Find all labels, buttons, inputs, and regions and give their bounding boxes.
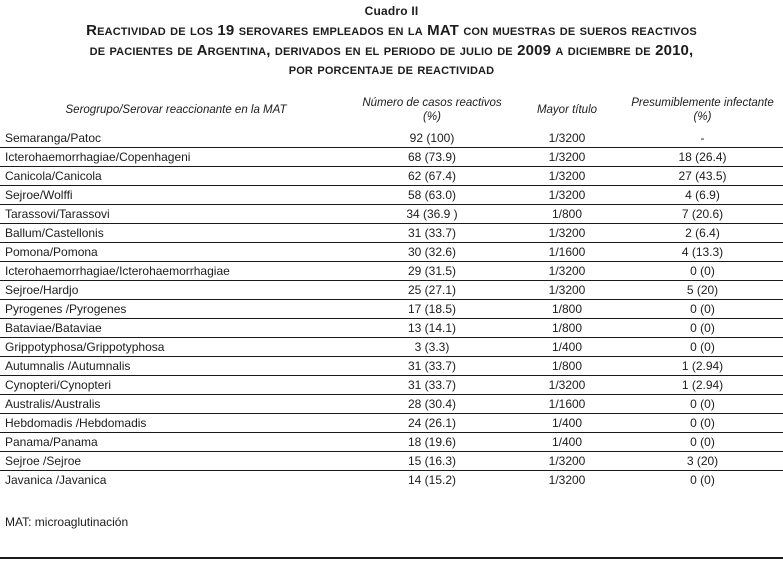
table-title-line1: Reactividad de los 19 serovares empleados en la MAT con muestras de sueros reactivos [86,22,697,39]
cell-serogroup-serovar: Australis/Australis [0,394,352,413]
table-row [0,280,783,299]
table-row [0,413,783,432]
cell-serogroup-serovar: Hebdomadis /Hebdomadis [0,413,352,432]
cell-highest-titer: 1/3200 [548,472,586,487]
table-caption: Cuadro II [364,4,419,18]
cell-serogroup-serovar: Ballum/Castellonis [0,223,352,242]
cell-highest-titer: 1/3200 [512,280,622,299]
cell-highest-titer: 1/800 [512,318,622,337]
cell-highest-titer: 1/400 [512,413,622,432]
col-header-presumiblemente-infectante-sublabel: (%) [693,111,712,123]
cell-serogroup-serovar: Sejroe/Hardjo [0,280,352,299]
cell-reactive-cases: 17 (18.5) [352,299,512,318]
cell-presumably-infecting: 0 (0) [690,472,715,487]
col-header-presumiblemente-infectante [622,92,783,129]
cell-serogroup-serovar: Sejroe/Wolffi [0,185,352,204]
table-title [0,21,783,80]
cell-reactive-cases: 92 (100) [352,129,512,148]
cell-reactive-cases: 13 (14.1) [352,318,512,337]
cell-presumably-infecting: 0 (0) [622,394,783,413]
cell-highest-titer: 1/800 [512,299,622,318]
cell-reactive-cases: 31 (33.7) [352,223,512,242]
cell-serogroup-serovar: Icterohaemorrhagiae/Icterohaemorrhagiae [0,261,352,280]
table-row [0,432,783,451]
cell-highest-titer: 1/3200 [512,129,622,148]
cell-reactive-cases: 28 (30.4) [352,394,512,413]
cell-presumably-infecting: 1 (2.94) [622,356,783,375]
table-row [0,451,783,470]
table-row [0,337,783,356]
cell-serogroup-serovar: Panama/Panama [0,432,352,451]
cell-serogroup-serovar: Icterohaemorrhagiae/Copenhageni [0,147,352,166]
cell-reactive-cases: 68 (73.9) [352,147,512,166]
col-header-mayor-titulo-label: Mayor título [536,104,598,116]
cell-presumably-infecting: 2 (6.4) [622,223,783,242]
cell-serogroup-serovar: Pomona/Pomona [0,242,352,261]
cell-presumably-infecting: 0 (0) [622,261,783,280]
cell-reactive-cases: 18 (19.6) [352,432,512,451]
cell-presumably-infecting: 0 (0) [622,413,783,432]
col-header-presumiblemente-infectante-label: Presumiblemente infectante [631,97,774,109]
col-header-serogrupo-label: Serogrupo/Serovar reaccionante en la MAT [65,104,287,116]
table-body [0,129,783,489]
cell-serogroup-serovar: Javanica /Javanica [5,472,107,487]
cell-presumably-infecting: 5 (20) [622,280,783,299]
cell-reactive-cases: 3 (3.3) [352,337,512,356]
cell-highest-titer: 1/1600 [512,394,622,413]
cell-reactive-cases: 30 (32.6) [352,242,512,261]
cell-highest-titer: 1/3200 [512,375,622,394]
cell-reactive-cases: 24 (26.1) [352,413,512,432]
cell-highest-titer: 1/1600 [512,242,622,261]
cell-presumably-infecting: 0 (0) [622,337,783,356]
cell-reactive-cases: 34 (36.9 ) [352,204,512,223]
table-row [0,166,783,185]
table-row [0,470,783,489]
cell-highest-titer: 1/3200 [512,166,622,185]
cell-reactive-cases: 31 (33.7) [352,356,512,375]
reactivity-table [0,92,783,489]
col-header-mayor-titulo [512,92,622,129]
cell-serogroup-serovar: Bataviae/Bataviae [0,318,352,337]
cell-presumably-infecting: 4 (13.3) [622,242,783,261]
cell-highest-titer: 1/800 [512,204,622,223]
table-title-line3: por porcentaje de reactividad [288,61,495,78]
cell-presumably-infecting: 0 (0) [622,299,783,318]
cell-highest-titer: 1/3200 [512,147,622,166]
table-title-line2: de pacientes de Argentina, derivados en el periodo de julio de 2009 a diciembre de 2010, [89,41,694,59]
table-row [0,129,783,148]
cell-reactive-cases: 31 (33.7) [352,375,512,394]
cell-serogroup-serovar: Grippotyphosa/Grippotyphosa [0,337,352,356]
cell-reactive-cases: 15 (16.3) [352,451,512,470]
cell-reactive-cases: 14 (15.2) [407,472,457,487]
cell-presumably-infecting: 0 (0) [622,318,783,337]
cell-serogroup-serovar: Semaranga/Patoc [0,129,352,148]
col-header-serogrupo [0,92,352,129]
cell-serogroup-serovar: Tarassovi/Tarassovi [0,204,352,223]
cell-presumably-infecting: 4 (6.9) [622,185,783,204]
table-row [0,318,783,337]
table-header-row [0,92,783,129]
table-header [0,92,783,129]
table-row [0,147,783,166]
cell-presumably-infecting: 0 (0) [622,432,783,451]
cell-reactive-cases: 58 (63.0) [352,185,512,204]
cell-highest-titer: 1/400 [512,432,622,451]
cell-highest-titer: 1/800 [512,356,622,375]
table-row [0,356,783,375]
table-row [0,223,783,242]
cell-reactive-cases: 25 (27.1) [352,280,512,299]
cell-presumably-infecting: 3 (20) [622,451,783,470]
col-header-casos-reactivos-label: Número de casos reactivos [362,97,502,109]
cell-presumably-infecting: 7 (20.6) [622,204,783,223]
cell-presumably-infecting: 27 (43.5) [622,166,783,185]
table-row [0,394,783,413]
cell-reactive-cases: 29 (31.5) [352,261,512,280]
cell-serogroup-serovar: Sejroe /Sejroe [0,451,352,470]
cell-presumably-infecting: 1 (2.94) [622,375,783,394]
cell-reactive-cases: 62 (67.4) [352,166,512,185]
cell-highest-titer: 1/3200 [512,261,622,280]
table-row [0,375,783,394]
table-row [0,299,783,318]
cell-serogroup-serovar: Pyrogenes /Pyrogenes [0,299,352,318]
cell-highest-titer: 1/400 [512,337,622,356]
table-row [0,185,783,204]
cell-highest-titer: 1/3200 [512,451,622,470]
cell-highest-titer: 1/3200 [512,223,622,242]
col-header-casos-reactivos [352,92,512,129]
cell-serogroup-serovar: Autumnalis /Autumnalis [0,356,352,375]
table-row [0,261,783,280]
table-row [0,204,783,223]
cell-highest-titer: 1/3200 [512,185,622,204]
cell-presumably-infecting: 18 (26.4) [622,147,783,166]
bottom-rule [0,557,783,559]
cell-presumably-infecting: - [622,129,783,148]
cell-serogroup-serovar: Cynopteri/Cynopteri [0,375,352,394]
table-footnote: MAT: microaglutinación [5,514,129,529]
cell-serogroup-serovar: Canicola/Canicola [0,166,352,185]
table-row [0,242,783,261]
col-header-casos-reactivos-sublabel: (%) [423,111,441,123]
